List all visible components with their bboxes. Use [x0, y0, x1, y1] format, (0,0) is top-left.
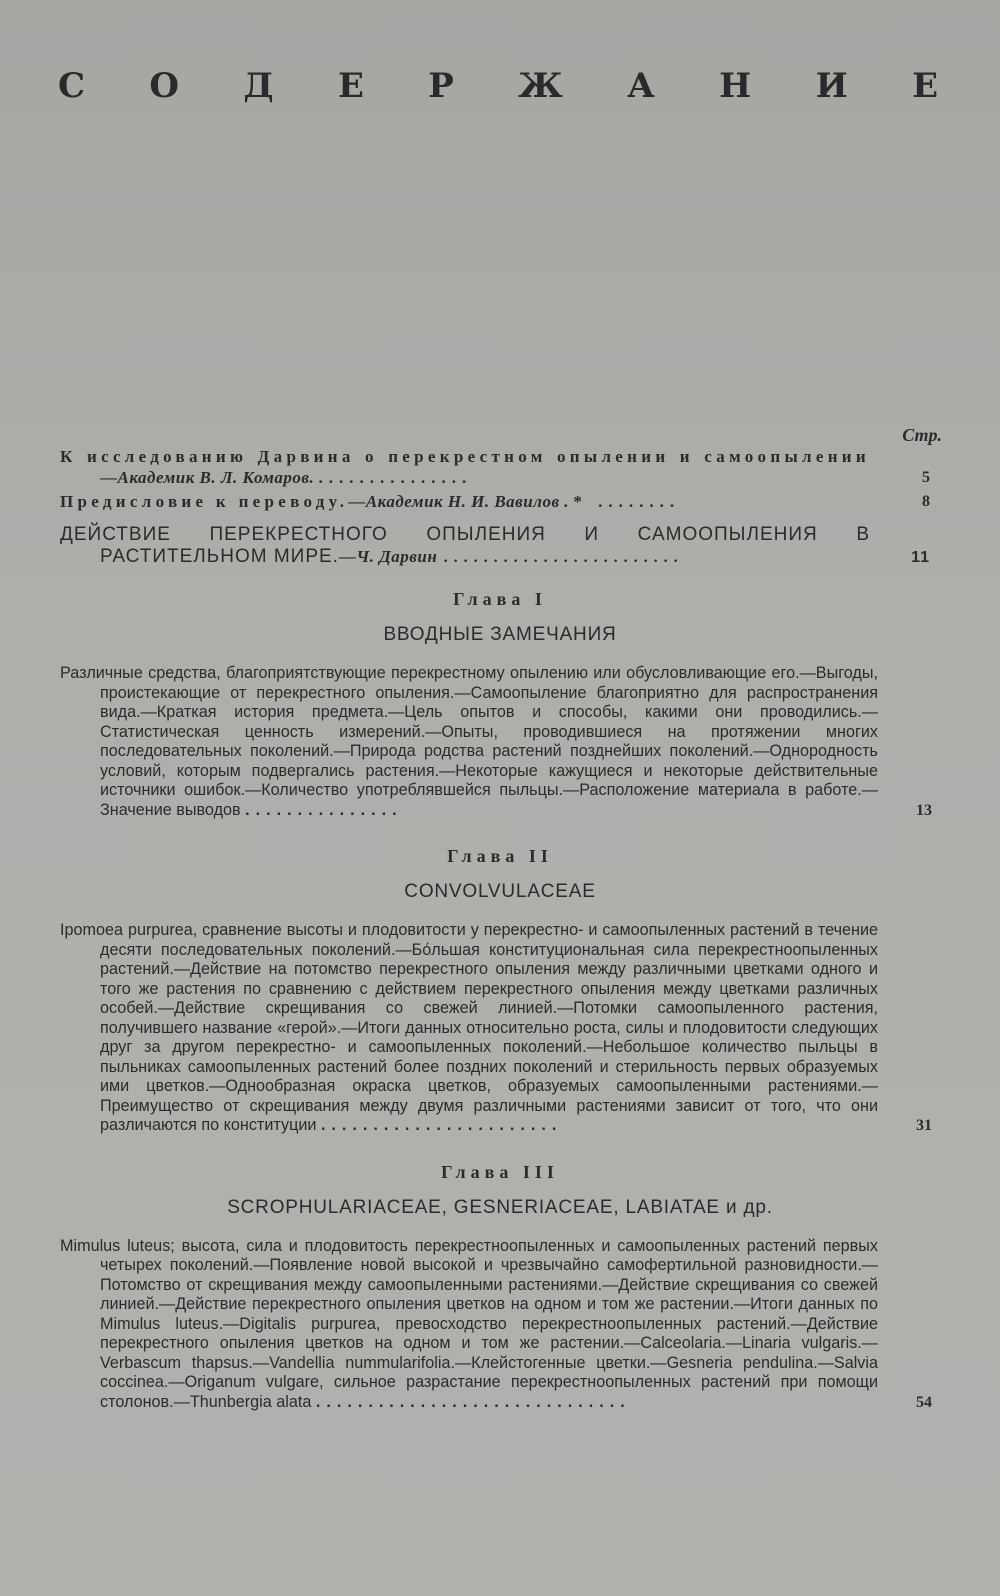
- chapter-label: Глава III: [441, 1161, 559, 1182]
- leader-dots: ........................: [443, 549, 684, 566]
- chapter-summary: [60, 664, 940, 820]
- chapter-summary-text: Различные средства, благоприятствующие перекрестному опылению или обусловливающие его.—Выгоды, проистекающие от перекрестного опыления.—Самоопыление благоприятно для распространения вида.—Краткая история предмета.—Цель опытов и способы, какими они проводились.—Статистическая ценность измерений.—Опыты, проводившиеся на протяжении многих последовательных поколений.—Природа родства растений позднейших поколений.—Однородность условий, которым подвергались растения.—Некоторые кажущиеся и некоторые действительные источники ошибок.—Количество употреблявшейся пыльцы.—Расположение материала в работе.—Значение выводов: [60, 664, 878, 819]
- title-letter: Р: [428, 66, 454, 106]
- title-letter: Д: [243, 66, 274, 106]
- toc-entry-title: К исследованию Дарвина о перекрестном опылении и самоопылении: [60, 447, 870, 466]
- toc-entry-author: —Академик В. Л. Комаров.: [100, 468, 315, 487]
- leader-dots: ...............: [245, 800, 403, 819]
- leader-dots: * ........: [573, 492, 681, 511]
- chapter-label: Глава II: [447, 846, 553, 866]
- chapter-heading: ВВОДНЫЕ ЗАМЕЧАНИЯ: [383, 624, 617, 645]
- main-work-title: ДЕЙСТВИЕ ПЕРЕКРЕСТНОГО ОПЫЛЕНИЯ И САМООПЫЛЕНИЯ В РАСТИТЕЛЬНОМ МИРЕ.: [60, 524, 870, 567]
- toc-entry-main-work: [60, 524, 940, 569]
- title-letter: И: [815, 66, 848, 106]
- table-of-contents: [60, 446, 940, 1412]
- title-letter: А: [627, 66, 655, 106]
- leader-dots: ..............................: [315, 1392, 631, 1411]
- title-letter: Ж: [518, 66, 563, 106]
- page-column-label: Стр.: [902, 425, 942, 445]
- toc-entry-author: —Академик Н. И. Вавилов .: [348, 492, 570, 511]
- chapter-label: Глава I: [453, 589, 547, 609]
- title-letter: Е: [337, 66, 364, 106]
- chapter-page: 31: [916, 1117, 932, 1134]
- toc-entry-vavilov: [60, 491, 940, 512]
- chapter-summary: [60, 1237, 940, 1413]
- toc-entry-page: 5: [922, 469, 930, 486]
- chapter-summary-text: Mimulus luteus; высота, сила и плодовитость перекрестноопыленных и самоопыленных растений первых четырех поколений.—Появление новой высокой и чрезвычайно самофертильной разновидности.—Потомство от скрещивания между самоопыленными растениями.—Действие скрещивания со свежей линией.—Действие перекрестного опыления цветков на одном и том же растении.—Итоги данных по Mimulus luteus.—Digitalis purpurea, превосходство перекрестноопыленных растений.—Действие перекрестного опыления цветков на одном и том же растении.—Calceolaria.—Linaria vulgaris.—Verbascum thapsus.—Vandellia nummularifolia.—Клейстогенные цветки.—Gesneria pendulina.—Salvia coccinea.—Origanum vulgare, сильное разрастание перекрестноопыленных растений при помощи столонов.—Thunbergia alata: [60, 1236, 878, 1411]
- chapter-heading: CONVOLVULACEAE: [404, 881, 596, 902]
- chapter-summary-text: Ipomoea purpurea, сравнение высоты и плодовитости у перекрестно- и самоопыленных растений в течение десяти последовательных поколений.—Бо́льшая конституциональная сила перекрестноопыленных растений.—Действие на потомство перекрестного опыления между различными цветками одного и того же растения по сравнению с действием перекрестного опыления между цветками различных особей.—Действие скрещивания со свежей линией.—Потомки самоопыленного растения, получившего название «герой».—Итоги данных относительно роста, силы и плодовитости следующих друг за другом перекрестно- и самоопыленных поколений.—Небольшое количество пыльцы в пыльниках самоопыленных растений более поздних поколений и стерильность первых образуемых ими цветков.—Однообразная окраска цветков, образуемых самоопыленными растениями.—Преимущество от скрещивания между двумя различными растениями зависит от того, что они различаются по конституции: [60, 921, 878, 1134]
- title-letter: Н: [719, 66, 752, 106]
- title-letter: С: [58, 66, 86, 106]
- toc-entry-page: 11: [911, 549, 930, 566]
- title-letter: Е: [912, 66, 938, 106]
- chapter-heading: SCROPHULARIACEAE, GESNERIACEAE, LABIATAE и др.: [227, 1196, 773, 1218]
- title-letter: О: [149, 66, 180, 106]
- leader-dots: ...............: [318, 468, 473, 487]
- main-work-author: —Ч. Дарвин: [338, 547, 438, 566]
- page-title: [58, 66, 938, 106]
- toc-entry-komarov: [60, 446, 940, 488]
- chapter-page: 13: [916, 801, 932, 819]
- toc-entry-page: 8: [922, 493, 930, 510]
- chapter-summary: [60, 921, 940, 1136]
- toc-entry-title: Предисловие к переводу.: [60, 492, 349, 511]
- chapter-page: 54: [916, 1393, 932, 1411]
- leader-dots: .......................: [320, 1116, 563, 1134]
